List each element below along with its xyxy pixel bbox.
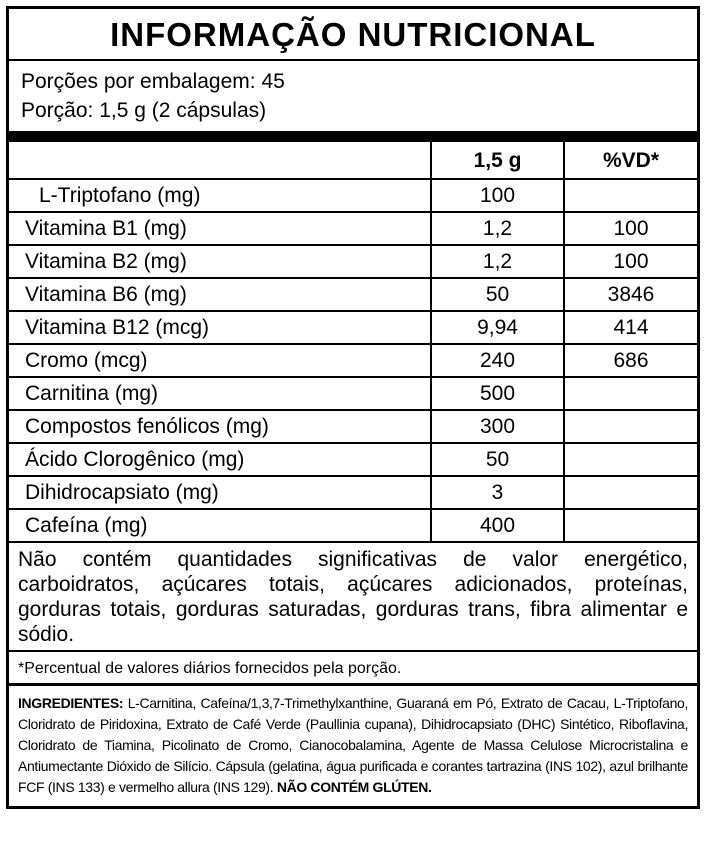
- nutrient-amount: 50: [431, 278, 564, 311]
- nutrient-amount: 9,94: [431, 311, 564, 344]
- label-title: INFORMAÇÃO NUTRICIONAL: [9, 9, 697, 61]
- nutrient-vd: [564, 509, 697, 542]
- nutrient-amount: 300: [431, 410, 564, 443]
- nutrient-name: Vitamina B1 (mg): [9, 212, 431, 245]
- nutrient-vd: 100: [564, 212, 697, 245]
- table-row: [9, 212, 697, 245]
- nutrient-vd: [564, 410, 697, 443]
- table-row: [9, 344, 697, 377]
- nutrient-vd: [564, 179, 697, 212]
- header-daily-value: %VD*: [564, 142, 697, 179]
- header-nutrient: [9, 142, 431, 179]
- nutrient-amount: 50: [431, 443, 564, 476]
- nutrient-amount: 3: [431, 476, 564, 509]
- nutrient-vd: 686: [564, 344, 697, 377]
- gluten-warning: NÃO CONTÉM GLÚTEN.: [276, 779, 432, 795]
- nutrient-amount: 1,2: [431, 212, 564, 245]
- nutrient-name: Vitamina B2 (mg): [9, 245, 431, 278]
- nutrient-amount: 100: [431, 179, 564, 212]
- nutrient-amount: 1,2: [431, 245, 564, 278]
- ingredients-block: [9, 686, 697, 806]
- header-amount: 1,5 g: [431, 142, 564, 179]
- nutrient-vd: 414: [564, 311, 697, 344]
- nutrient-amount: 500: [431, 377, 564, 410]
- nutrient-name: Cafeína (mg): [9, 509, 431, 542]
- nutrient-name: Vitamina B6 (mg): [9, 278, 431, 311]
- table-row: [9, 443, 697, 476]
- nutrient-vd: [564, 443, 697, 476]
- nutrient-name: Ácido Clorogênico (mg): [9, 443, 431, 476]
- nutrient-name: Vitamina B12 (mcg): [9, 311, 431, 344]
- daily-value-footnote: *Percentual de valores diários fornecidos pela porção.: [9, 652, 697, 686]
- table-row: [9, 410, 697, 443]
- nutrition-table: [9, 142, 697, 543]
- table-row: [9, 179, 697, 212]
- nutrient-vd: 100: [564, 245, 697, 278]
- nutrient-name: Cromo (mcg): [9, 344, 431, 377]
- nutrient-name: Carnitina (mg): [9, 377, 431, 410]
- table-row: [9, 311, 697, 344]
- table-row: [9, 278, 697, 311]
- nutrient-name: Compostos fenólicos (mg): [9, 410, 431, 443]
- table-header-row: [9, 142, 697, 179]
- nutrient-vd: [564, 377, 697, 410]
- nutrient-vd: 3846: [564, 278, 697, 311]
- table-row: [9, 509, 697, 542]
- serving-info: [9, 61, 697, 131]
- nutrient-name: Dihidrocapsiato (mg): [9, 476, 431, 509]
- ingredients-text: L-Carnitina, Cafeína/1,3,7-Trimethylxanthine, Guaraná em Pó, Extrato de Cacau, L-Triptofano, Cloridrato de Piridoxina, Extrato de Café Verde (Paullinia cupana), Dihidrocapsiato (DHC) Sintético, Riboflavina, Cloridrato de Tiamina, Picolinato de Cromo, Cianocobalamina, Agente de Massa Celulose Microcristalina e Antiumectante Dióxido de Silício. Cápsula (gelatina, água purificada e corantes tartrazina (INS 102), azul brilhante FCF (INS 133) e vermelho allura (INS 129).: [18, 695, 688, 795]
- nutrient-amount: 240: [431, 344, 564, 377]
- nutrient-vd: [564, 476, 697, 509]
- nutrition-label: [6, 6, 700, 809]
- nutrient-amount: 400: [431, 509, 564, 542]
- table-row: [9, 245, 697, 278]
- nutrient-name: L-Triptofano (mg): [9, 179, 431, 212]
- serving-size: Porção: 1,5 g (2 cápsulas): [21, 99, 267, 122]
- thick-divider: [9, 131, 697, 142]
- table-row: [9, 476, 697, 509]
- not-significant-notice: Não contém quantidades significativas de valor energético, carboidratos, açúcares totais, açúcares adicionados, proteínas, gorduras totais, gorduras saturadas, gorduras trans, fibra alimentar e sódio.: [9, 543, 697, 652]
- table-row: [9, 377, 697, 410]
- servings-per-package: Porções por embalagem: 45: [21, 70, 285, 93]
- ingredients-label: INGREDIENTES:: [18, 695, 124, 711]
